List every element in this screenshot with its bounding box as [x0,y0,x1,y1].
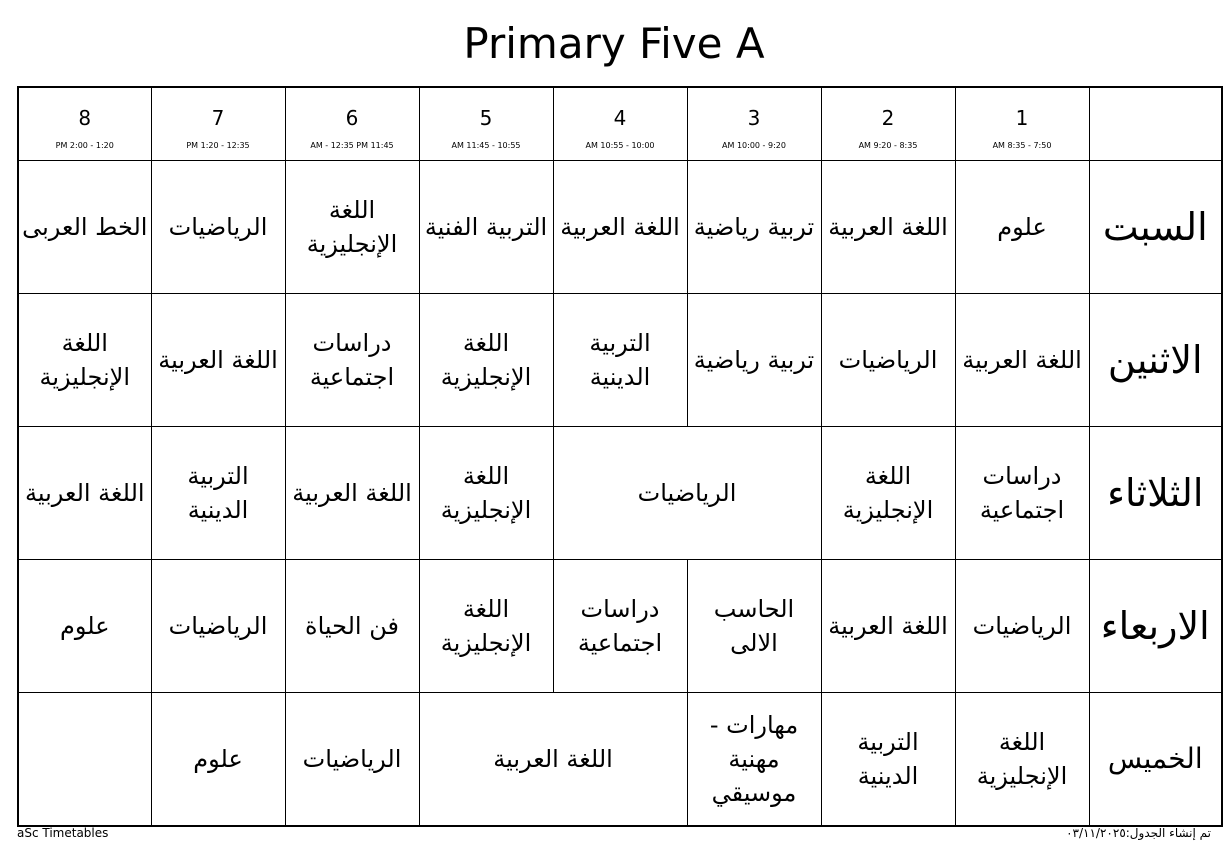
lesson-cell: الرياضيات [285,693,419,826]
lesson-cell: اللغة العربية [419,693,687,826]
footer-brand: aSc Timetables [17,826,109,840]
period-header-1 [955,87,1089,161]
page-title: Primary Five A [463,19,765,68]
day-name: السبت [1089,161,1222,294]
lesson-cell: علوم [955,161,1089,294]
timetable-body [18,161,1222,826]
lesson-cell: اللغة الإنجليزية [18,294,151,427]
lesson-cell: الرياضيات [553,427,821,560]
period-header-6 [285,87,419,161]
day-name: الاثنين [1089,294,1222,427]
period-header-3 [687,87,821,161]
period-time: 1:20 - 2:00 PM [55,141,114,150]
lesson-cell: اللغة العربية [553,161,687,294]
lesson-cell: اللغة الإنجليزية [419,560,553,693]
day-row [18,294,1222,427]
lesson-cell: اللغة الإنجليزية [821,427,955,560]
lesson-cell: تربية رياضية [687,294,821,427]
period-header-7 [151,87,285,161]
period-number: 2 [881,106,895,130]
period-number: 1 [1015,106,1029,130]
lesson-cell: علوم [151,693,285,826]
day-row [18,161,1222,294]
lesson-cell: الرياضيات [151,560,285,693]
lesson-cell: دراسات اجتماعية [955,427,1089,560]
lesson-cell: اللغة العربية [18,427,151,560]
lesson-cell: اللغة العربية [955,294,1089,427]
lesson-cell: اللغة الإنجليزية [419,427,553,560]
lesson-cell: الخط العربى [18,161,151,294]
lesson-cell: اللغة الإنجليزية [285,161,419,294]
lesson-cell: اللغة العربية [821,560,955,693]
period-number: 4 [613,106,627,130]
period-time: 8:35 - 9:20 AM [858,141,918,150]
corner-cell [1089,87,1222,161]
day-row [18,693,1222,826]
lesson-cell: فن الحياة [285,560,419,693]
lesson-cell: الرياضيات [821,294,955,427]
lesson-cell [18,693,151,826]
day-name: الخميس [1089,693,1222,826]
period-number: 7 [211,106,225,130]
footer-generated-date: تم إنشاء الجدول:٠٣/١١/٢٠٢٥ [1066,826,1211,840]
timetable [17,86,1223,827]
period-time: 11:45 AM - 12:35 PM [310,141,394,150]
period-number: 3 [747,106,761,130]
period-header-8 [18,87,151,161]
lesson-cell: علوم [18,560,151,693]
lesson-cell: الحاسب الالى [687,560,821,693]
period-header-4 [553,87,687,161]
day-row [18,427,1222,560]
lesson-cell: التربية الدينية [821,693,955,826]
lesson-cell: الرياضيات [151,161,285,294]
period-number: 6 [345,106,359,130]
period-time: 10:00 - 10:55 AM [585,141,655,150]
period-time: 9:20 - 10:00 AM [722,141,786,150]
lesson-cell: التربية الفنية [419,161,553,294]
period-header-5 [419,87,553,161]
lesson-cell: التربية الدينية [553,294,687,427]
day-name: الثلاثاء [1089,427,1222,560]
lesson-cell: مهارات - مهنية موسيقي [687,693,821,826]
period-number: 5 [479,106,493,130]
period-time: 12:35 - 1:20 PM [186,141,250,150]
lesson-cell: اللغة العربية [285,427,419,560]
period-time: 7:50 - 8:35 AM [992,141,1052,150]
period-header-2 [821,87,955,161]
lesson-cell: دراسات اجتماعية [285,294,419,427]
lesson-cell: الرياضيات [955,560,1089,693]
lesson-cell: التربية الدينية [151,427,285,560]
lesson-cell: تربية رياضية [687,161,821,294]
lesson-cell: اللغة الإنجليزية [955,693,1089,826]
day-row [18,560,1222,693]
period-time: 10:55 - 11:45 AM [451,141,521,150]
lesson-cell: دراسات اجتماعية [553,560,687,693]
day-name: الاربعاء [1089,560,1222,693]
lesson-cell: اللغة العربية [151,294,285,427]
period-number: 8 [78,106,92,130]
lesson-cell: اللغة العربية [821,161,955,294]
period-header-row [18,87,1222,161]
lesson-cell: اللغة الإنجليزية [419,294,553,427]
